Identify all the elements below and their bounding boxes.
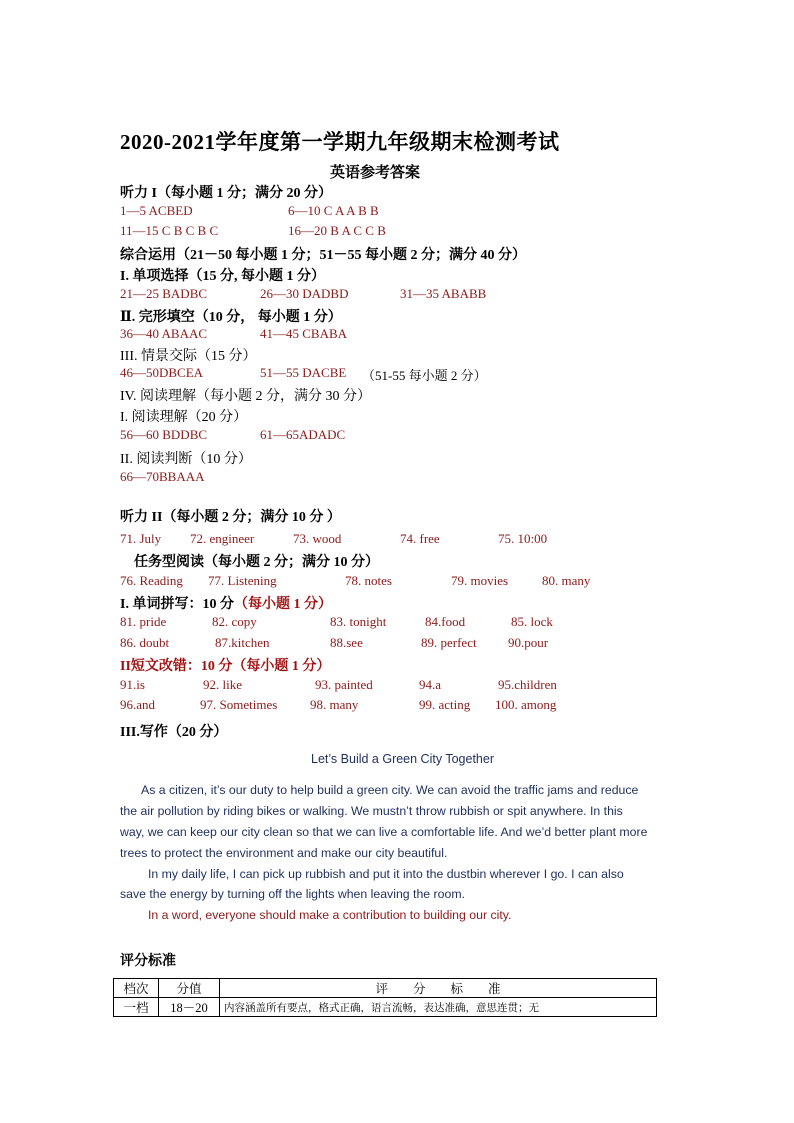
answer-item: 84.food [425,614,466,629]
table-cell: 一档 [114,998,159,1017]
answer-group: 16—20 B A C C B [288,223,386,238]
answer-item: 89. perfect [421,635,477,650]
answer-group: 6—10 C A A B B [288,203,379,218]
essay-line: In a word, everyone should make a contribution to building our city. [148,908,512,922]
answer-item: 99. acting [419,697,471,712]
answer-group: 66—70BBAAA [120,469,205,484]
answer-group: 61—65ADADC [260,427,346,442]
answer-item: 98. many [310,697,359,712]
essay-line: save the energy by turning off the lights when leaving the room. [120,887,465,901]
answer-item: 72. engineer [190,531,255,546]
answer-item: 91.is [120,677,145,692]
answer-item: 88.see [330,635,363,650]
answer-group: 1—5 ACBED [120,203,193,218]
answer-item: 80. many [542,573,591,588]
answer-item: 73. wood [293,531,342,546]
answer-group: 21—25 BADBC [120,286,208,301]
answer-item: 96.and [120,697,156,712]
answer-item: 71. July [120,531,162,546]
answer-group: 11—15 C B C B C [120,223,219,238]
answer-group: 46—50DBCEA [120,365,204,380]
task-reading-heading: 任务型阅读（每小题 2 分；满分 10 分） [134,555,379,570]
section4-sub1: I. 阅读理解（20 分） [120,410,248,425]
answer-item: 76. Reading [120,573,183,588]
section2-heading: Ⅱ. 完形填空（10 分， 每小题 1 分） [120,310,342,325]
table-header-cell: 档次 [114,979,159,998]
answer-group: 26—30 DADBD [260,286,349,301]
section4-sub2: II. 阅读判断（10 分） [120,452,252,467]
spelling-heading-note: （每小题 1 分） [233,597,332,612]
answer-item: 86. doubt [120,635,170,650]
essay-line: the air pollution by riding bikes or walking. We mustn’t throw rubbish or spit anywhere. In this [120,804,623,818]
page-subtitle: 英语参考答案 [330,165,421,181]
answer-item: 100. among [495,697,557,712]
page-title: 2020-2021学年度第一学期九年级期末检测考试 [120,130,560,154]
table-cell: 18－20 [159,998,220,1017]
essay-line: trees to protect the environment and make our city beautiful. [120,846,448,860]
answer-group: 41—45 CBABA [260,326,348,341]
listening2-heading: 听力 II（每小题 2 分；满分 10 分 ） [120,510,341,525]
listening1-heading: 听力 I（每小题 1 分；满分 20 分） [120,186,332,201]
spelling-heading [120,593,332,613]
answer-item: 74. free [400,531,440,546]
section4-heading: IV. 阅读理解（每小题 2 分，满分 30 分） [120,389,371,404]
answer-item: 78. notes [345,573,392,588]
answer-item: 87.kitchen [215,635,270,650]
section1-heading: I. 单项选择（15 分, 每小题 1 分） [120,269,325,284]
answer-group: 31—35 ABABB [400,286,487,301]
spelling-heading-label: I. 单词拼写：10 分 [120,597,234,612]
table-header-row [114,979,657,998]
essay-line: In my daily life, I can pick up rubbish and put it into the dustbin wherever I go. I can also [148,867,624,881]
answer-item: 77. Listening [208,573,277,588]
grading-heading: 评分标准 [120,954,176,969]
grading-table [113,978,657,1017]
answer-item: 83. tonight [330,614,387,629]
answer-item: 92. like [203,677,242,692]
comprehensive-heading: 综合运用（21－50 每小题 1 分；51－55 每小题 2 分；满分 40 分） [120,248,526,263]
answer-item: 85. lock [511,614,553,629]
answer-item: 97. Sometimes [200,697,278,712]
essay-line: As a citizen, it’s our duty to help build a green city. We can avoid the traffic jams and reduce [141,783,639,797]
writing-heading: III.写作（20 分） [120,725,228,740]
answer-item: 82. copy [212,614,257,629]
section3-note: （51-55 每小题 2 分） [362,368,487,383]
essay-line: way, we can keep our city clean so that we can live a comfortable life. And we’d better plant more [120,825,648,839]
answer-item: 94.a [419,677,442,692]
answer-item: 93. painted [315,677,373,692]
answer-item: 75. 10:00 [498,531,548,546]
table-header-cell: 评 分 标 准 [220,979,657,998]
answer-item: 81. pride [120,614,167,629]
table-header-cell: 分值 [159,979,220,998]
answer-group: 36—40 ABAAC [120,326,208,341]
answer-item: 79. movies [451,573,509,588]
answer-item: 95.children [498,677,557,692]
table-row [114,998,657,1017]
correction-heading: II短文改错：10 分（每小题 1 分） [120,659,331,674]
answer-group: 56—60 BDDBC [120,427,208,442]
table-cell: 内容涵盖所有要点，格式正确，语言流畅，表达准确，意思连贯；无 [220,998,657,1017]
essay-title: Let’s Build a Green City Together [311,752,494,766]
answer-item: 90.pour [508,635,549,650]
section3-heading: III. 情景交际（15 分） [120,349,257,364]
answer-group: 51—55 DACBE [260,365,347,380]
